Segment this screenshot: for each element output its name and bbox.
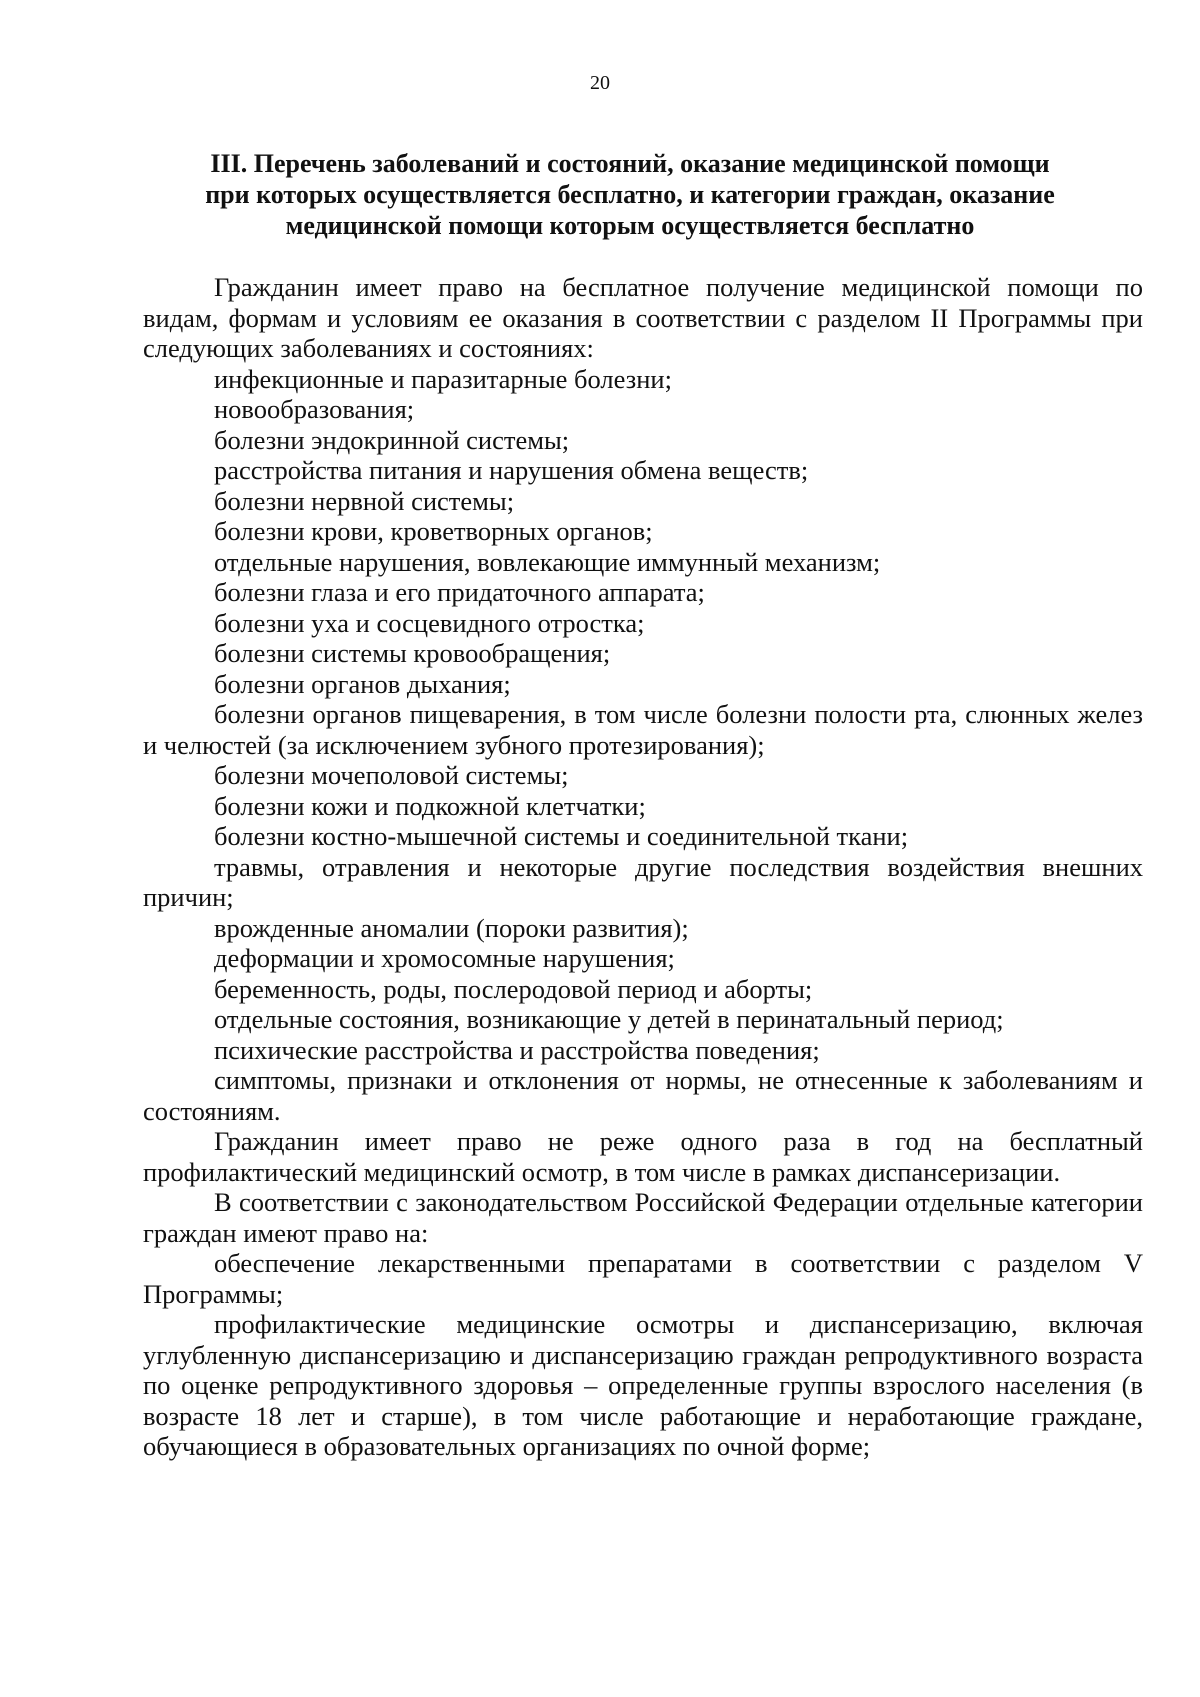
disease-list-item: отдельные нарушения, вовлекающие иммунный механизм; [214, 546, 881, 577]
disease-list-item: психические расстройства и расстройства поведения; [214, 1034, 820, 1065]
disease-list-item: болезни системы кровообращения; [214, 638, 611, 668]
disease-list-item: болезни костно-мышечной системы и соединительной ткани; [214, 821, 909, 851]
heading-line: при которых осуществляется бесплатно, и категории граждан, оказание [205, 180, 1055, 209]
disease-list-item: новообразования; [214, 394, 415, 424]
disease-list-item: болезни уха и сосцевидного отростка; [214, 607, 645, 638]
rights-list-item: обеспечение лекарственными препаратами в соответствии с разделом V Программы; [143, 1248, 1143, 1309]
disease-list-item: болезни органов пищеварения, в том числе болезни полости рта, слюнных желез и челюстей (за исключением зубного протезирования); [143, 699, 1143, 760]
disease-list-item: отдельные состояния, возникающие у детей в перинатальный период; [214, 1004, 1004, 1034]
heading-line: медицинской помощи которым осуществляется бесплатно [285, 211, 975, 240]
disease-list-item: симптомы, признаки и отклонения от нормы, не отнесенные к заболеваниям и состояниям. [143, 1065, 1143, 1126]
disease-list-item: болезни крови, кроветворных органов; [214, 516, 653, 546]
page-number: 20 [590, 72, 610, 94]
rights-list [143, 1248, 1143, 1462]
disease-list [143, 364, 1143, 1127]
checkup-paragraph: Гражданин имеет право не реже одного раза в год на бесплатный профилактический медицинский осмотр, в том числе в рамках диспансеризации. [143, 1126, 1143, 1187]
disease-list-item: болезни органов дыхания; [214, 668, 511, 699]
disease-list-item: болезни мочеполовой системы; [214, 760, 569, 790]
intro-paragraph: Гражданин имеет право на бесплатное получение медицинской помощи по видам, формам и условиям ее оказания в соответствии с разделом II Программы при следующих заболеваниях и состояниях: [143, 272, 1143, 363]
disease-list-item: беременность, роды, послеродовой период и аборты; [214, 973, 813, 1004]
categories-intro-paragraph: В соответствии с законодательством Российской Федерации отдельные категории граждан имеют право на: [143, 1187, 1143, 1248]
rights-list-item: профилактические медицинские осмотры и диспансеризацию, включая углубленную диспансеризацию и диспансеризацию граждан репродуктивного возраста по оценке репродуктивного здоровья – определенные группы взрослого населения (в возрасте 18 лет и старше), в том числе работающие и неработающие граждане, обучающиеся в образовательных организациях по очной форме; [143, 1309, 1143, 1461]
disease-list-item: врожденные аномалии (пороки развития); [214, 912, 689, 943]
disease-list-item: болезни глаза и его придаточного аппарата; [214, 577, 705, 607]
disease-list-item: травмы, отравления и некоторые другие последствия воздействия внешних причин; [143, 851, 1143, 912]
disease-list-item: инфекционные и паразитарные болезни; [214, 363, 672, 394]
heading-line: III. Перечень заболеваний и состояний, оказание медицинской помощи [210, 149, 1050, 178]
disease-list-item: болезни нервной системы; [214, 485, 515, 516]
disease-list-item: болезни эндокринной системы; [214, 424, 570, 455]
disease-list-item: болезни кожи и подкожной клетчатки; [214, 790, 646, 821]
disease-list-item: расстройства питания и нарушения обмена веществ; [214, 455, 809, 485]
disease-list-item: деформации и хромосомные нарушения; [214, 943, 675, 973]
section-heading [150, 148, 1110, 241]
document-body [143, 272, 1143, 1462]
